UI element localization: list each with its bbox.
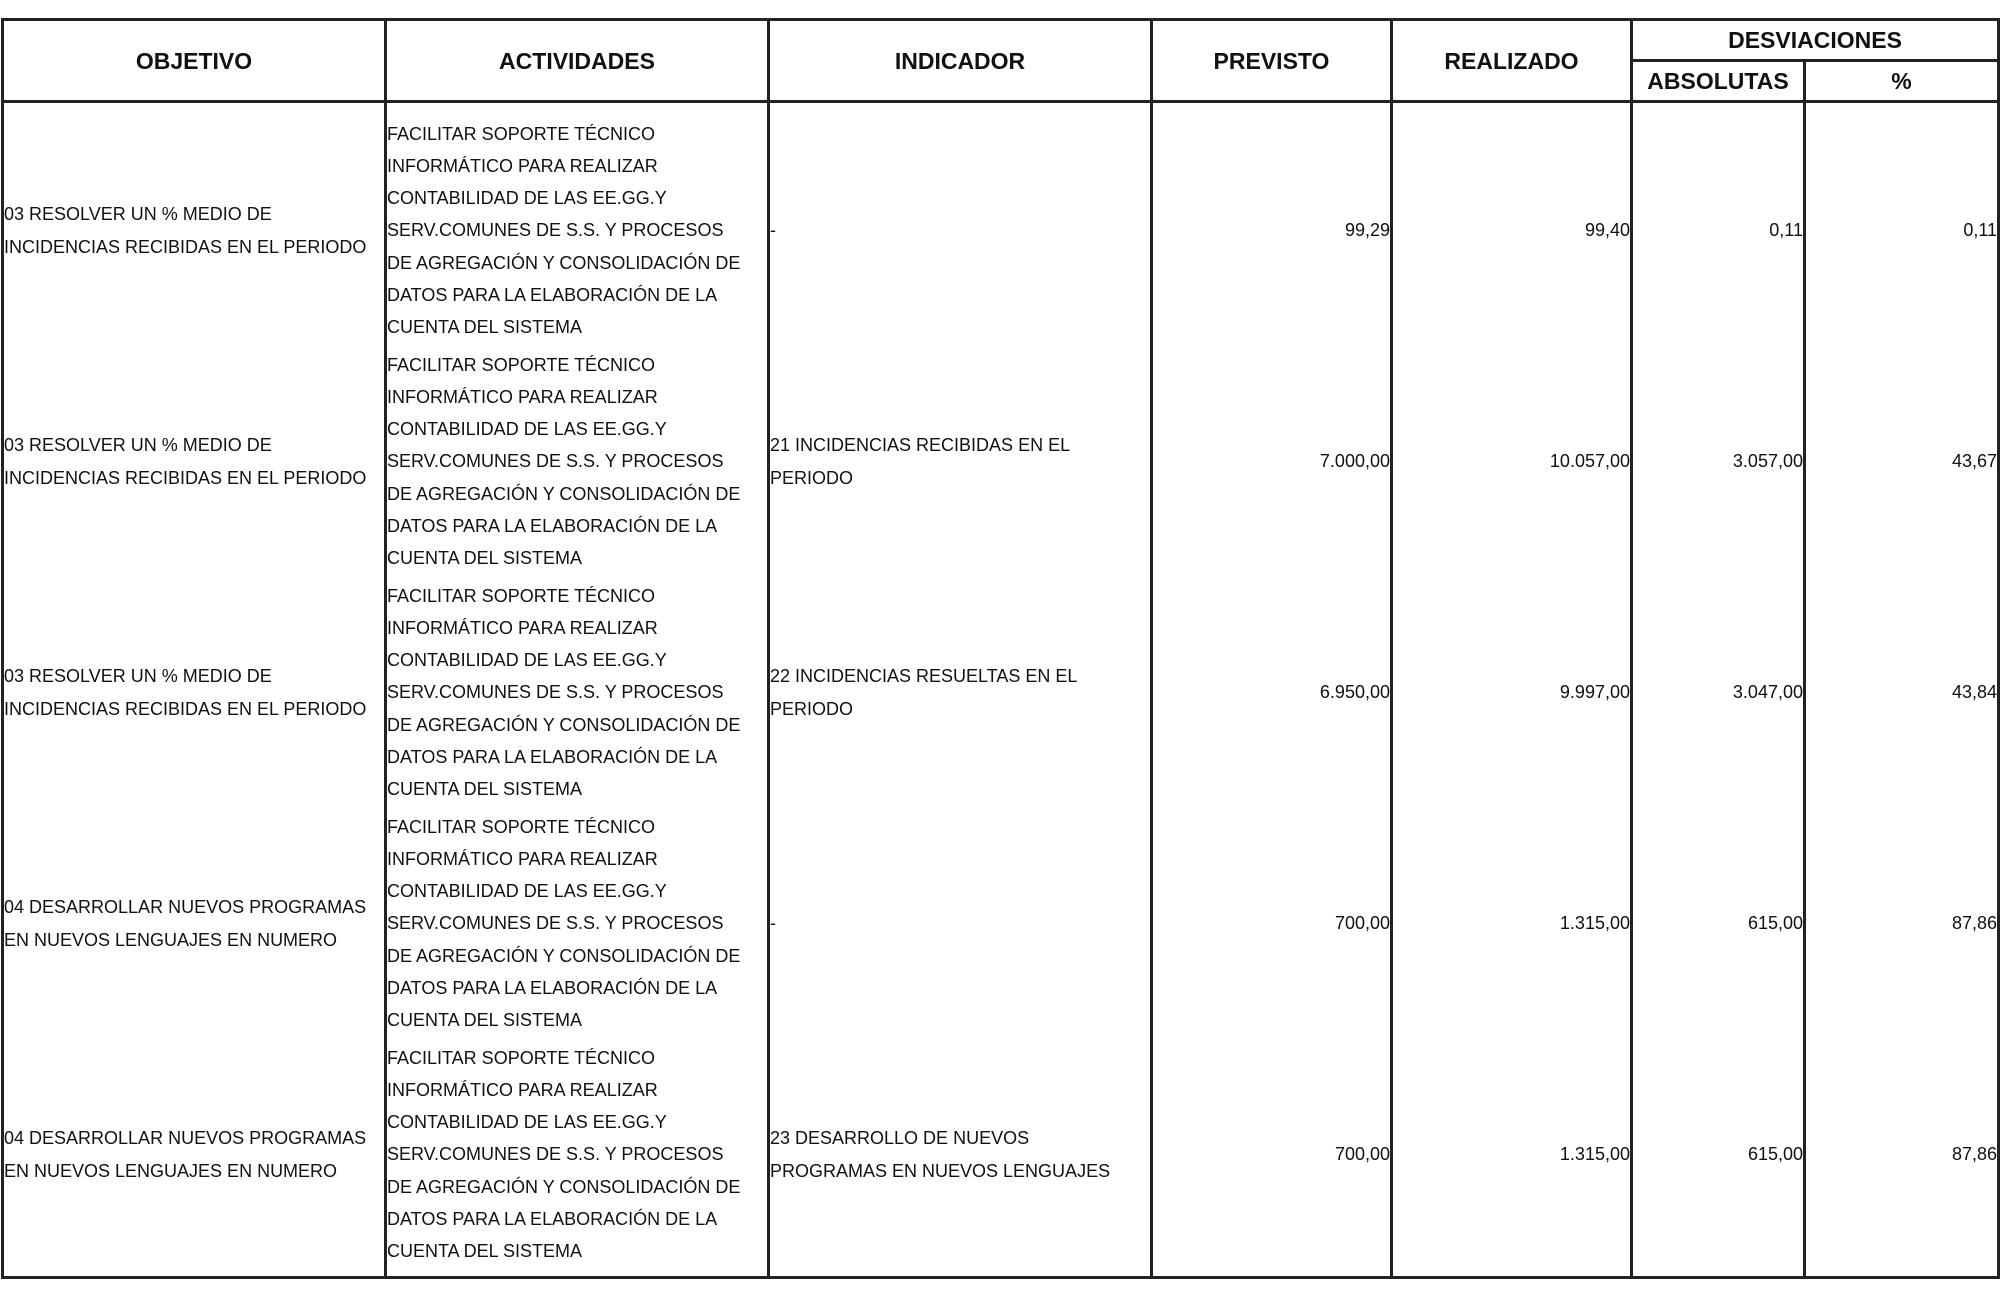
actividades-line: DATOS PARA LA ELABORACIÓN DE LA xyxy=(387,1208,718,1229)
indicador-cell xyxy=(769,577,1152,808)
actividades-line: SERV.COMUNES DE S.S. Y PROCESOS xyxy=(387,220,724,241)
actividades-line: DATOS PARA LA ELABORACIÓN DE LA xyxy=(387,746,718,767)
actividades-line: DE AGREGACIÓN Y CONSOLIDACIÓN DE xyxy=(387,483,741,504)
actividades-line: CUENTA DEL SISTEMA xyxy=(387,1241,583,1261)
actividades-line: CUENTA DEL SISTEMA xyxy=(387,548,583,568)
indicador-cell xyxy=(769,1039,1152,1278)
actividades-line: FACILITAR SOPORTE TÉCNICO xyxy=(387,1047,656,1068)
porcentaje-cell: 0,11 xyxy=(1805,102,1999,347)
previsto-cell: 700,00 xyxy=(1152,1039,1392,1278)
objetivo-cell xyxy=(3,577,386,808)
actividades-line: FACILITAR SOPORTE TÉCNICO xyxy=(387,354,656,375)
objetivo-line: 03 RESOLVER UN % MEDIO DE xyxy=(4,204,272,225)
objetivo-line: 04 DESARROLLAR NUEVOS PROGRAMAS xyxy=(4,897,367,918)
absolutas-cell: 615,00 xyxy=(1632,1039,1805,1278)
objetivo-line: 03 RESOLVER UN % MEDIO DE xyxy=(4,666,272,687)
absolutas-cell: 3.047,00 xyxy=(1632,577,1805,808)
objetivo-line: INCIDENCIAS RECIBIDAS EN EL PERIODO xyxy=(4,698,367,719)
header-indicador: INDICADOR xyxy=(769,20,1152,102)
actividades-line: DE AGREGACIÓN Y CONSOLIDACIÓN DE xyxy=(387,1176,741,1197)
objetivo-line: 04 DESARROLLAR NUEVOS PROGRAMAS xyxy=(4,1128,367,1149)
previsto-cell: 700,00 xyxy=(1152,808,1392,1039)
actividades-line: SERV.COMUNES DE S.S. Y PROCESOS xyxy=(387,451,724,472)
realizado-cell: 1.315,00 xyxy=(1392,808,1632,1039)
actividades-line: DATOS PARA LA ELABORACIÓN DE LA xyxy=(387,515,718,536)
objectives-report-table xyxy=(1,18,2000,1279)
actividades-line: CONTABILIDAD DE LAS EE.GG.Y xyxy=(387,881,667,902)
absolutas-cell: 3.057,00 xyxy=(1632,346,1805,577)
actividades-cell xyxy=(386,577,769,808)
actividades-cell xyxy=(386,346,769,577)
objetivo-cell xyxy=(3,808,386,1039)
actividades-line: DATOS PARA LA ELABORACIÓN DE LA xyxy=(387,977,718,998)
actividades-line: FACILITAR SOPORTE TÉCNICO xyxy=(387,123,656,144)
header-actividades: ACTIVIDADES xyxy=(386,20,769,102)
table-row xyxy=(3,808,1999,1039)
actividades-line: DE AGREGACIÓN Y CONSOLIDACIÓN DE xyxy=(387,714,741,735)
actividades-line: CUENTA DEL SISTEMA xyxy=(387,779,583,799)
actividades-line: INFORMÁTICO PARA REALIZAR xyxy=(387,155,658,176)
actividades-line: INFORMÁTICO PARA REALIZAR xyxy=(387,617,658,638)
objetivo-line: INCIDENCIAS RECIBIDAS EN EL PERIODO xyxy=(4,467,367,488)
realizado-cell: 10.057,00 xyxy=(1392,346,1632,577)
previsto-cell: 7.000,00 xyxy=(1152,346,1392,577)
realizado-cell: 99,40 xyxy=(1392,102,1632,347)
objetivo-cell xyxy=(3,346,386,577)
actividades-line: INFORMÁTICO PARA REALIZAR xyxy=(387,848,658,869)
porcentaje-cell: 43,84 xyxy=(1805,577,1999,808)
actividades-line: CONTABILIDAD DE LAS EE.GG.Y xyxy=(387,650,667,671)
actividades-cell xyxy=(386,102,769,347)
actividades-line: SERV.COMUNES DE S.S. Y PROCESOS xyxy=(387,913,724,934)
actividades-line: INFORMÁTICO PARA REALIZAR xyxy=(387,386,658,407)
actividades-line: DE AGREGACIÓN Y CONSOLIDACIÓN DE xyxy=(387,945,741,966)
header-realizado: REALIZADO xyxy=(1392,20,1632,102)
objetivo-line: EN NUEVOS LENGUAJES EN NUMERO xyxy=(4,1160,338,1181)
previsto-cell: 6.950,00 xyxy=(1152,577,1392,808)
indicador-line: 23 DESARROLLO DE NUEVOS xyxy=(770,1128,1030,1149)
porcentaje-cell: 87,86 xyxy=(1805,1039,1999,1278)
table-row xyxy=(3,346,1999,577)
actividades-line: SERV.COMUNES DE S.S. Y PROCESOS xyxy=(387,1144,724,1165)
header-desviaciones: DESVIACIONES xyxy=(1632,20,1999,61)
absolutas-cell: 0,11 xyxy=(1632,102,1805,347)
objetivo-line: EN NUEVOS LENGUAJES EN NUMERO xyxy=(4,929,338,950)
actividades-line: DE AGREGACIÓN Y CONSOLIDACIÓN DE xyxy=(387,252,741,273)
actividades-cell xyxy=(386,808,769,1039)
actividades-line: CONTABILIDAD DE LAS EE.GG.Y xyxy=(387,1112,667,1133)
table-row xyxy=(3,577,1999,808)
actividades-line: FACILITAR SOPORTE TÉCNICO xyxy=(387,585,656,606)
table-row xyxy=(3,102,1999,347)
actividades-line: CONTABILIDAD DE LAS EE.GG.Y xyxy=(387,188,667,209)
porcentaje-cell: 43,67 xyxy=(1805,346,1999,577)
indicador-line: 22 INCIDENCIAS RESUELTAS EN EL xyxy=(770,666,1078,687)
actividades-cell xyxy=(386,1039,769,1278)
actividades-line: SERV.COMUNES DE S.S. Y PROCESOS xyxy=(387,682,724,703)
indicador-line: 21 INCIDENCIAS RECIBIDAS EN EL xyxy=(770,435,1071,456)
realizado-cell: 9.997,00 xyxy=(1392,577,1632,808)
objetivo-line: 03 RESOLVER UN % MEDIO DE xyxy=(4,435,272,456)
previsto-cell: 99,29 xyxy=(1152,102,1392,347)
objetivo-cell xyxy=(3,1039,386,1278)
indicador-cell xyxy=(769,102,1152,347)
actividades-line: CONTABILIDAD DE LAS EE.GG.Y xyxy=(387,419,667,440)
objetivo-line: INCIDENCIAS RECIBIDAS EN EL PERIODO xyxy=(4,236,367,257)
header-objetivo: OBJETIVO xyxy=(3,20,386,102)
actividades-line: CUENTA DEL SISTEMA xyxy=(387,317,583,337)
indicador-line: - xyxy=(770,913,776,934)
actividades-line: INFORMÁTICO PARA REALIZAR xyxy=(387,1079,658,1100)
actividades-line: CUENTA DEL SISTEMA xyxy=(387,1010,583,1030)
indicador-cell xyxy=(769,346,1152,577)
porcentaje-cell: 87,86 xyxy=(1805,808,1999,1039)
indicador-line: PERIODO xyxy=(770,698,854,719)
indicador-line: PROGRAMAS EN NUEVOS LENGUAJES xyxy=(770,1160,1111,1181)
actividades-line: FACILITAR SOPORTE TÉCNICO xyxy=(387,816,656,837)
header-porcentaje: % xyxy=(1805,61,1999,102)
table-row xyxy=(3,1039,1999,1278)
absolutas-cell: 615,00 xyxy=(1632,808,1805,1039)
header-previsto: PREVISTO xyxy=(1152,20,1392,102)
indicador-cell xyxy=(769,808,1152,1039)
header-absolutas: ABSOLUTAS xyxy=(1632,61,1805,102)
realizado-cell: 1.315,00 xyxy=(1392,1039,1632,1278)
indicador-line: PERIODO xyxy=(770,467,854,488)
actividades-line: DATOS PARA LA ELABORACIÓN DE LA xyxy=(387,284,718,305)
table-body xyxy=(3,102,1999,1278)
indicador-line: - xyxy=(770,220,776,241)
objetivo-cell xyxy=(3,102,386,347)
